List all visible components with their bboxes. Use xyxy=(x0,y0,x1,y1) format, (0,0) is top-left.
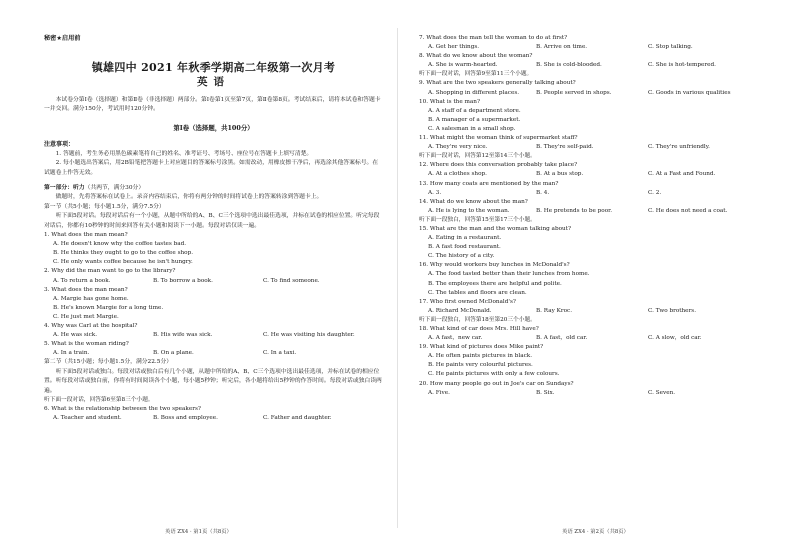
secret-label: 秘密★启用前 xyxy=(44,35,81,42)
part1-heading: 第Ⅰ卷（选择题，共100分） xyxy=(173,123,254,132)
options-18 xyxy=(419,334,778,343)
option-8a: A. She is warm-hearted. xyxy=(428,62,498,69)
option-7b: B. Arrive on time. xyxy=(536,44,588,51)
option-10c: C. A salesman in a small shop. xyxy=(428,125,516,132)
question-19: 19. What kind of pictures does Mike paint? xyxy=(419,344,544,351)
part1-instruction: 听下面5段对话。每段对话后有一个小题，从题中所给的A、B、C三个选项中选出最佳选项，并标在试卷的相应位置。听完每段对话后，你都有10秒钟的时间来回答有关小题和阅读下一小题。每段对话仅读一遍。 xyxy=(44,213,380,229)
options-14 xyxy=(419,207,778,216)
option-16b: B. The employees there are helpful and polite. xyxy=(428,280,562,287)
option-18b: B. A fast，old car. xyxy=(536,335,588,342)
options-11 xyxy=(419,143,778,152)
option-19b: B. He paints very colourful pictures. xyxy=(428,362,533,369)
option-14b: B. He pretends to be poor. xyxy=(536,207,613,214)
option-15a: A. Eating in a restaurant. xyxy=(428,235,502,242)
options-5 xyxy=(44,349,383,358)
option-11c: C. They're unfriendly. xyxy=(648,144,710,151)
option-14c: C. He does not need a coat. xyxy=(648,207,728,214)
option-1b: B. He thinks they ought to go to the coffee shop. xyxy=(53,250,194,257)
option-13a: A. 3. xyxy=(428,189,442,196)
section1-instruction: 做题时，先将答案标在试卷上。录音内容结束后，你将有两分钟的时间将试卷上的答案转涂到答题卡上。 xyxy=(55,194,323,201)
option-2c: C. To find someone. xyxy=(263,277,320,284)
listen-instruction: 听下面一段对话，回答第12至第14三个小题。 xyxy=(419,153,536,160)
option-6c: C. Father and daughter. xyxy=(263,415,332,422)
option-14a: A. He is lying to the woman. xyxy=(428,207,510,214)
options-8 xyxy=(419,61,778,70)
section1-score: （共两节，满分30分） xyxy=(84,185,145,192)
exam-page-2 xyxy=(397,0,794,544)
option-19a: A. He often paints pictures in black. xyxy=(428,353,533,360)
option-12b: B. At a bus stop. xyxy=(536,171,584,178)
notice-heading: 注意事项： xyxy=(44,140,75,148)
option-9a: A. Shopping in different places. xyxy=(428,89,520,96)
option-13c: C. 2. xyxy=(648,189,662,196)
options-6 xyxy=(44,414,383,423)
question-14: 14. What do we know about the man? xyxy=(419,198,528,205)
page-footer: 英语 ZX4 · 第2页（共8页） xyxy=(562,529,629,535)
question-7: 7. What does the man tell the woman to do at first? xyxy=(419,35,568,41)
options-2 xyxy=(44,277,383,286)
options-9 xyxy=(419,89,778,98)
question-18: 18. What kind of car does Mrs. Hill have? xyxy=(419,326,539,332)
section1-heading xyxy=(44,184,383,193)
option-4c: C. He was visiting his daughter. xyxy=(263,332,355,339)
listen-instruction: 听下面一段独白，回答第18至第20三个小题。 xyxy=(419,316,536,323)
question-10: 10. What is the man? xyxy=(419,98,481,105)
option-11b: B. They're self-paid. xyxy=(536,144,594,151)
options-7 xyxy=(419,43,778,52)
part2-instruction: 听下面5段对话或独白。每段对话或独白后有几个小题，从题中所给的A、B、C三个选项中选出最佳选项，并标在试卷的相应位置。听每段对话或独白前，你将有时间阅读各个小题，每小题5秒钟；听完后，各小题将给出5秒钟的作答时间。每段对话或独白读两遍。 xyxy=(44,368,382,394)
option-19c: C. He paints pictures with only a few colours. xyxy=(428,371,560,378)
question-2: 2. Why did the man want to go to the library? xyxy=(44,268,176,275)
question-16: 16. Why would workers buy lunches in McDonald's? xyxy=(419,262,570,269)
option-1c: C. He only wants coffee because he isn't hungry. xyxy=(53,259,193,266)
options-12 xyxy=(419,170,778,179)
question-13: 13. How many coats are mentioned by the man? xyxy=(419,180,559,187)
listen-instruction: 听下面一段对话，回答第9至第11三个小题。 xyxy=(419,71,533,78)
option-4b: B. His wife was sick. xyxy=(153,332,213,339)
option-18a: A. A fast，new car. xyxy=(428,335,483,342)
option-10a: A. A staff of a department store. xyxy=(428,107,521,114)
option-20b: B. Six. xyxy=(536,389,555,396)
option-8b: B. She is cold-blooded. xyxy=(536,62,602,69)
exam-title: 镇雄四中 2021 年秋季学期高二年级第一次月考 xyxy=(91,61,336,74)
question-8: 8. What do we know about the woman? xyxy=(419,53,533,60)
option-3b: B. He's known Margie for a long time. xyxy=(53,304,164,311)
option-3c: C. He just met Margie. xyxy=(53,313,119,320)
option-5c: C. In a taxi. xyxy=(263,350,297,357)
question-4: 4. Why was Carl at the hospital? xyxy=(44,323,138,329)
option-5b: B. On a plane. xyxy=(153,350,194,357)
exam-intro: 本试卷分第Ⅰ卷（选择题）和第Ⅱ卷（非选择题）两部分。第Ⅰ卷第1页至第7页，第Ⅱ卷第8页。考试结束后，请将本试卷和答题卡一并交回。满分150分，考试用时120分钟。 xyxy=(44,97,381,113)
question-5: 5. What is the woman riding? xyxy=(44,341,129,348)
question-11: 11. What might the woman think of supermarket staff? xyxy=(419,135,578,142)
option-16c: C. The tables and floors are clean. xyxy=(428,289,527,296)
option-16a: A. The food tasted better than their lunches from home. xyxy=(428,271,590,278)
option-20a: A. Five. xyxy=(428,389,450,396)
option-1a: A. He doesn't know why the coffee tastes bad. xyxy=(53,241,187,248)
option-3a: A. Margie has gone home. xyxy=(53,295,129,302)
option-7a: A. Get her things. xyxy=(428,44,480,51)
question-1: 1. What does the man mean? xyxy=(44,232,128,239)
option-6a: A. Teacher and student. xyxy=(53,415,122,422)
page-footer: 英语 ZX4 · 第1页（共8页） xyxy=(165,529,232,535)
option-18c: C. A slow，old car. xyxy=(648,335,702,342)
question-20: 20. How many people go out in Joe's car on Sundays? xyxy=(419,380,574,387)
option-15b: B. A fast food restaurant. xyxy=(428,244,501,251)
option-13b: B. 4. xyxy=(536,189,550,196)
option-4a: A. He was sick. xyxy=(53,332,98,339)
question-17: 17. Who first owned McDonald's? xyxy=(419,298,516,305)
section1-title: 第一部分：听力 xyxy=(44,185,85,192)
option-2b: B. To borrow a book. xyxy=(153,277,213,284)
notice-item: 2. 每小题选出答案后，用2B铅笔把答题卡上对应题目的答案标号涂黑。如需改动，用橡皮擦干净后，再选涂其他答案标号。在试题卷上作答无效。 xyxy=(44,160,379,176)
options-17 xyxy=(419,307,778,316)
option-9c: C. Goods in various qualities xyxy=(648,89,731,96)
part1-subheading: 第一节（共5小题；每小题1.5分，满分7.5分） xyxy=(44,203,165,210)
question-15: 15. What are the man and the woman talking about? xyxy=(419,225,572,232)
option-8c: C. She is hot-tempered. xyxy=(648,62,716,69)
options-4 xyxy=(44,331,383,340)
option-10b: B. A manager of a supermarket. xyxy=(428,116,521,123)
option-9b: B. People served in shops. xyxy=(536,89,612,96)
option-6b: B. Boss and employee. xyxy=(153,415,218,422)
option-11a: A. They're very nice. xyxy=(428,144,488,151)
option-12c: C. At a Fast and Found. xyxy=(648,171,716,178)
option-15c: C. The history of a city. xyxy=(428,253,495,260)
option-17b: B. Ray Kroc. xyxy=(536,307,573,314)
option-5a: A. In a train. xyxy=(53,350,90,357)
option-20c: C. Seven. xyxy=(648,389,676,396)
option-12a: A. At a clothes shop. xyxy=(428,171,487,178)
question-3: 3. What does the man mean? xyxy=(44,286,128,293)
part2-subheading: 第二节（共15小题；每小题1.5分，满分22.5分） xyxy=(44,359,173,366)
options-20 xyxy=(419,389,778,398)
options-13 xyxy=(419,189,778,198)
question-12: 12. Where does this conversation probably take place? xyxy=(419,162,578,169)
exam-subject: 英语 xyxy=(197,76,230,88)
question-6: 6. What is the relationship between the two speakers? xyxy=(44,406,201,413)
listen-instruction: 听下面一段独白，回答第15至第17三个小题。 xyxy=(419,216,536,223)
listen-instruction: 听下面一段对话，回答第6至第8三个小题。 xyxy=(44,397,154,403)
option-17c: C. Two brothers. xyxy=(648,307,696,314)
notice-item: 1. 答题前，考生务必用黑色碳素笔将自己的姓名、准考证号、考场号、座位号在答题卡上填写清楚。 xyxy=(55,150,313,157)
option-2a: A. To return a book. xyxy=(53,277,111,284)
option-7c: C. Stop talking. xyxy=(648,44,693,51)
option-17a: A. Richard McDonald. xyxy=(428,307,492,314)
question-9: 9. What are the two speakers generally talking about? xyxy=(419,80,576,87)
